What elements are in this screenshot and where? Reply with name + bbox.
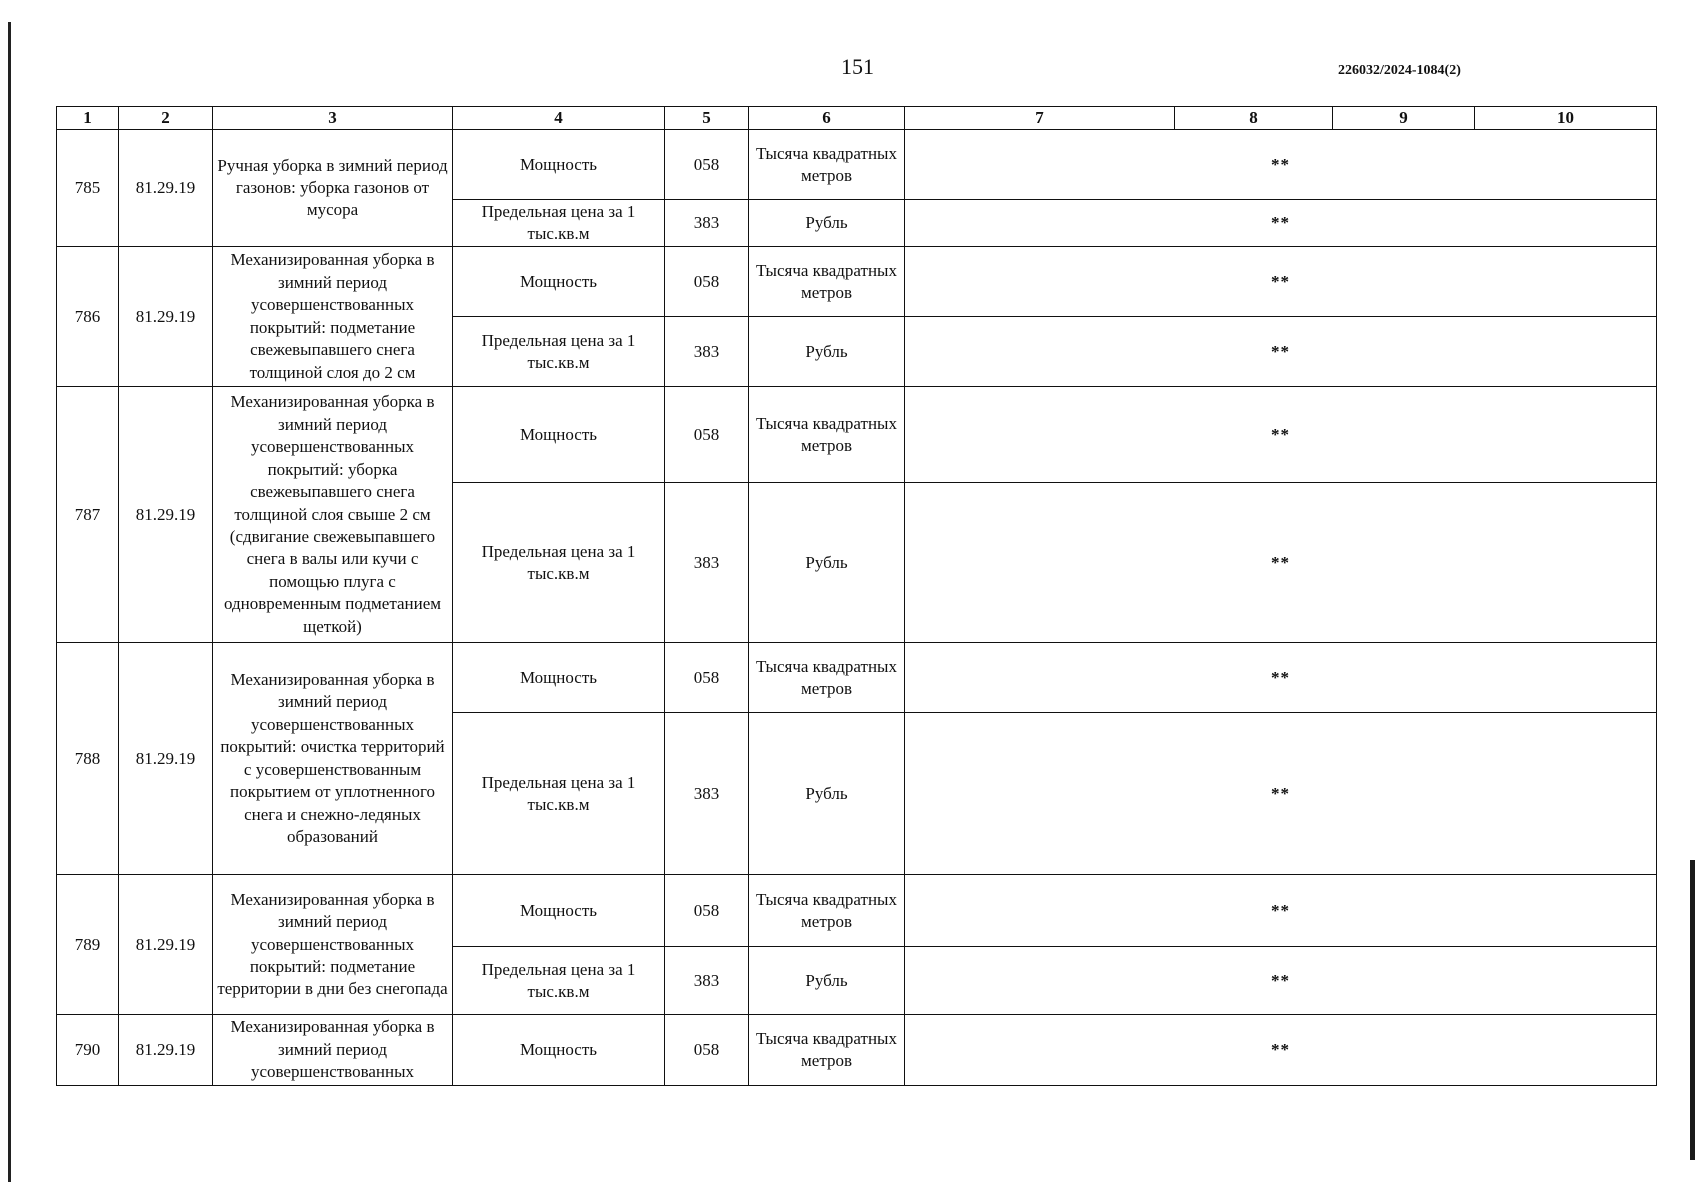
table-row: [57, 130, 1657, 200]
okpd-code: 81.29.19: [119, 247, 213, 387]
scan-edge-left: [8, 22, 11, 1182]
column-number-row: [57, 107, 1657, 130]
okei-code: 058: [665, 130, 749, 200]
okei-code: 058: [665, 247, 749, 317]
value-cell: **: [905, 483, 1657, 643]
okei-code: 058: [665, 387, 749, 483]
okei-code: 058: [665, 875, 749, 947]
unit: Рубль: [749, 317, 905, 387]
service-name: Механизированная уборка в зимний период усовершенствованных: [213, 1015, 453, 1085]
column-header: 7: [905, 107, 1175, 130]
indicator: Мощность: [453, 387, 665, 483]
column-header: 2: [119, 107, 213, 130]
value-cell: **: [905, 130, 1657, 200]
row-number: 785: [57, 130, 119, 247]
column-header: 8: [1175, 107, 1333, 130]
row-number: 788: [57, 643, 119, 875]
row-number: 787: [57, 387, 119, 643]
unit: Тысяча квадратных метров: [749, 1015, 905, 1085]
okei-code: 383: [665, 200, 749, 247]
document-code: 226032/2024-1084(2): [1338, 63, 1461, 78]
okei-code: 058: [665, 1015, 749, 1085]
page-number: 151: [841, 54, 874, 79]
okpd-code: 81.29.19: [119, 1015, 213, 1085]
unit: Тысяча квадратных метров: [749, 387, 905, 483]
unit: Тысяча квадратных метров: [749, 130, 905, 200]
indicator: Предельная цена за 1 тыс.кв.м: [453, 947, 665, 1015]
indicator: Предельная цена за 1 тыс.кв.м: [453, 713, 665, 875]
unit: Тысяча квадратных метров: [749, 643, 905, 713]
value-cell: **: [905, 387, 1657, 483]
column-header: 10: [1475, 107, 1657, 130]
column-header: 5: [665, 107, 749, 130]
value-cell: **: [905, 200, 1657, 247]
unit: Тысяча квадратных метров: [749, 875, 905, 947]
value-cell: **: [905, 247, 1657, 317]
registry-table: [56, 106, 1657, 1086]
indicator: Мощность: [453, 247, 665, 317]
row-number: 790: [57, 1015, 119, 1085]
unit: Рубль: [749, 947, 905, 1015]
table-row: [57, 247, 1657, 317]
table-row: [57, 643, 1657, 713]
okei-code: 383: [665, 317, 749, 387]
service-name: Механизированная уборка в зимний период усовершенствованных покрытий: уборка свежевыпавшего снега толщиной слоя свыше 2 см (сдвигание свежевыпавшего снега в валы или кучи с помощью плуга с одновременным подметанием щеткой): [213, 387, 453, 643]
value-cell: **: [905, 1015, 1657, 1085]
unit: Рубль: [749, 713, 905, 875]
value-cell: **: [905, 713, 1657, 875]
column-header: 1: [57, 107, 119, 130]
service-name: Механизированная уборка в зимний период усовершенствованных покрытий: подметание территории в дни без снегопада: [213, 875, 453, 1015]
okpd-code: 81.29.19: [119, 130, 213, 247]
value-cell: **: [905, 317, 1657, 387]
indicator: Мощность: [453, 1015, 665, 1085]
value-cell: **: [905, 947, 1657, 1015]
column-header: 3: [213, 107, 453, 130]
scan-edge-right: [1690, 860, 1695, 1160]
column-header: 4: [453, 107, 665, 130]
service-name: Механизированная уборка в зимний период усовершенствованных покрытий: подметание свежевыпавшего снега толщиной слоя до 2 см: [213, 247, 453, 387]
okei-code: 058: [665, 643, 749, 713]
table-row: [57, 1015, 1657, 1085]
indicator: Мощность: [453, 643, 665, 713]
indicator: Мощность: [453, 875, 665, 947]
okei-code: 383: [665, 713, 749, 875]
column-header: 6: [749, 107, 905, 130]
unit: Тысяча квадратных метров: [749, 247, 905, 317]
indicator: Мощность: [453, 130, 665, 200]
value-cell: **: [905, 643, 1657, 713]
unit: Рубль: [749, 200, 905, 247]
indicator: Предельная цена за 1 тыс.кв.м: [453, 483, 665, 643]
row-number: 786: [57, 247, 119, 387]
service-name: Механизированная уборка в зимний период усовершенствованных покрытий: очистка территорий с усовершенствованным покрытием от уплотненного снега и снежно-ледяных образований: [213, 643, 453, 875]
okpd-code: 81.29.19: [119, 643, 213, 875]
unit: Рубль: [749, 483, 905, 643]
okei-code: 383: [665, 947, 749, 1015]
table-row: [57, 875, 1657, 947]
okei-code: 383: [665, 483, 749, 643]
okpd-code: 81.29.19: [119, 875, 213, 1015]
column-header: 9: [1333, 107, 1475, 130]
indicator: Предельная цена за 1 тыс.кв.м: [453, 317, 665, 387]
indicator: Предельная цена за 1 тыс.кв.м: [453, 200, 665, 247]
okpd-code: 81.29.19: [119, 387, 213, 643]
table-row: [57, 387, 1657, 483]
row-number: 789: [57, 875, 119, 1015]
service-name: Ручная уборка в зимний период газонов: уборка газонов от мусора: [213, 130, 453, 247]
value-cell: **: [905, 875, 1657, 947]
